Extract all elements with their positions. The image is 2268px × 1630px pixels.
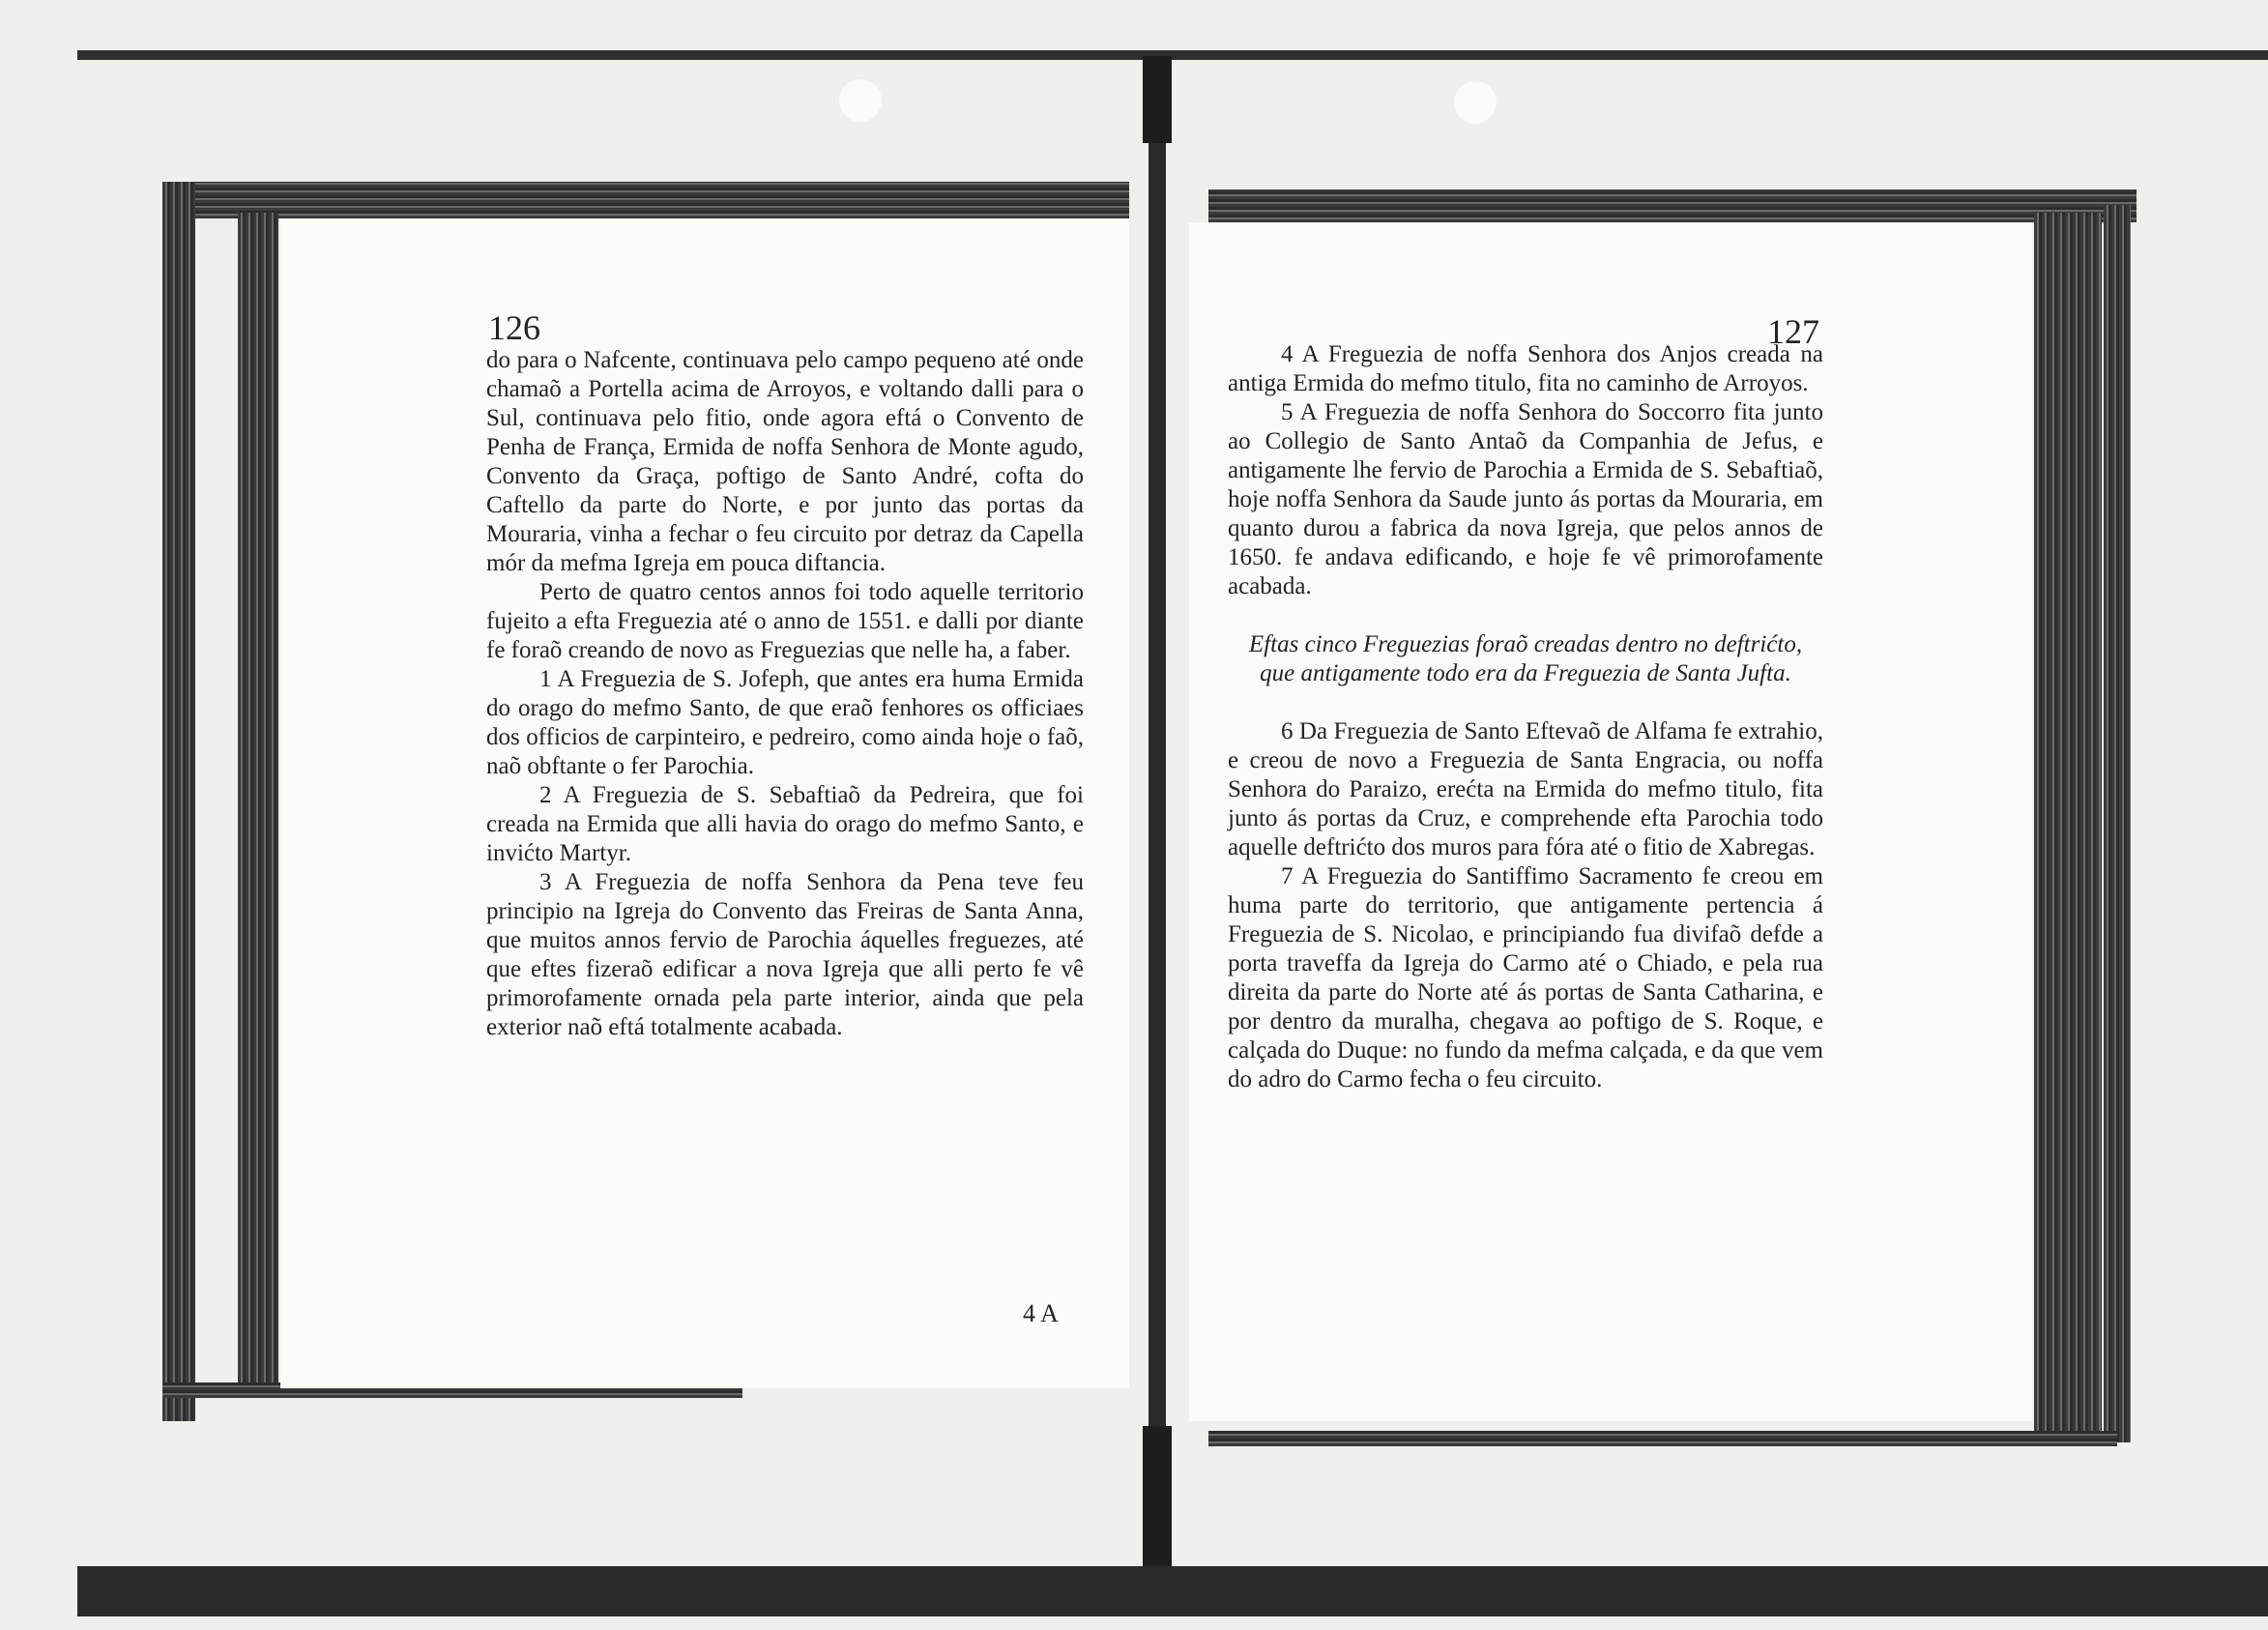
paragraph: 7 A Freguezia do Santiffimo Sacramento fe creou em huma parte do territorio, que antigamente pertencia á Freguezia de S. Nicolao, e principiando fua divifaõ defde a porta traveffa da Igreja do Carmo até o Chiado, e pela rua direita da parte do Norte até ás portas de Santa Catharina, e por dentro da muralha, chegava ao poftigo de S. Roque, e calçada do Duque: no fundo da mefma calçada, e da que vem do adro do Carmo fecha o feu circuito. bbox=[1228, 863, 1823, 1092]
paragraph: 6 Da Freguezia de Santo Eftevaõ de Alfama fe extrahio, e creou de novo a Freguezia de Santa Engracia, ou noffa Senhora do Paraizo, erećta na Ermida do mefmo titulo, fita junto ás portas da Cruz, e comprehende efta Parochia todo aquelle deftrićto dos muros para fóra até o fitio de Xabregas. bbox=[1228, 718, 1823, 860]
paragraph: 2 A Freguezia de S. Sebaftiaõ da Pedreira, que foi creada na Ermida que alli havia do orago do mefmo Santo, e invićto Martyr. bbox=[486, 782, 1084, 866]
page-number-left: 126 bbox=[488, 308, 540, 347]
bottom-border bbox=[77, 1566, 2268, 1616]
page-number-right: 127 bbox=[1767, 312, 1819, 351]
left-page-text bbox=[486, 346, 1084, 1042]
right-page-text bbox=[1228, 340, 1823, 1094]
punch-hole-left bbox=[839, 79, 882, 122]
paragraph: 5 A Freguezia de noffa Senhora do Soccorro fita junto ao Collegio de Santo Antaõ da Companhia de Jefus, e antigamente lhe fervio de Parochia a Ermida de S. Sebaftiaõ, hoje noffa Senhora da Saude junto ás portas da Mouraria, em quanto durou a fabrica da nova Igreja, que pelos annos de 1650. fe andava edificando, e hoje fe vê primorofamente acabada. bbox=[1228, 399, 1823, 599]
spine-bottom-shadow bbox=[1143, 1426, 1172, 1566]
spine-top-shadow bbox=[1143, 56, 1172, 143]
punch-hole-right bbox=[1454, 81, 1497, 124]
paragraph: 4 A Freguezia de noffa Senhora dos Anjos creada na antiga Ermida do mefmo titulo, fita no caminho de Arroyos. bbox=[1228, 341, 1823, 396]
paragraph: 1 A Freguezia de S. Jofeph, que antes era huma Ermida do orago do mefmo Santo, de que eraõ fenhores os officiaes dos officios de carpinteiro, e pedreiro, como ainda hoje o faõ, naõ obftante o fer Parochia. bbox=[486, 666, 1084, 779]
catchword: 4 A bbox=[1023, 1299, 1059, 1327]
paragraph: Perto de quatro centos annos foi todo aquelle territorio fujeito a efta Freguezia até o anno de 1551. e dalli por diante fe foraõ creando de novo as Freguezias que nelle ha, a faber. bbox=[486, 579, 1084, 663]
paragraph: 3 A Freguezia de noffa Senhora da Pena teve feu principio na Igreja do Convento das Freiras de Santa Anna, que muitos annos fervio de Parochia áquelles freguezes, até que eftes fizeraõ edificar a nova Igreja que alli perto fe vê primorofamente ornada pela parte interior, ainda que pela exterior naõ eftá totalmente acabada. bbox=[486, 869, 1084, 1040]
section-note: Eftas cinco Freguezias foraõ creadas dentro no deftrićto, que antigamente todo era da Freguezia de Santa Jufta. bbox=[1248, 631, 1803, 686]
book-spine bbox=[1149, 56, 1166, 1569]
paragraph: do para o Nafcente, continuava pelo campo pequeno até onde chamaõ a Portella acima de Arroyos, e voltando dalli para o Sul, continuava pelo fitio, onde agora eftá o Convento de Penha de França, Ermida de noffa Senhora de Monte agudo, Convento da Graça, poftigo de Santo André, cofta do Caftello da parte do Norte, e por junto das portas da Mouraria, vinha a fechar o feu circuito por detraz da Capella mór da mefma Igreja em pouca diftancia. bbox=[486, 347, 1084, 576]
top-rule bbox=[77, 50, 2268, 60]
